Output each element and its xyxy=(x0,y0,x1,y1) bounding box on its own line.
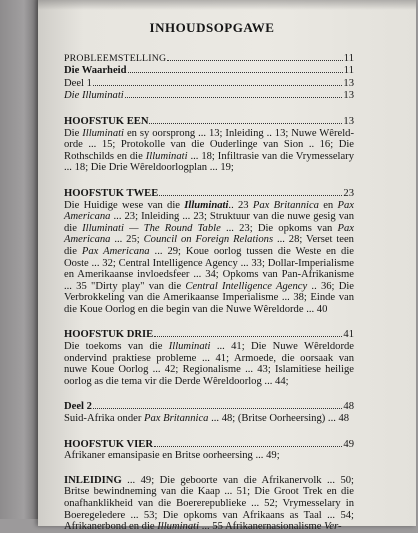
chapter-four-body xyxy=(64,450,354,462)
text-segment: Die toekoms van die xyxy=(64,341,169,353)
text-segment: Council on Foreign Relations xyxy=(143,234,274,246)
chapter-four-heading-row xyxy=(64,438,354,451)
text-segment: Die xyxy=(64,127,83,139)
chapter-one-body xyxy=(64,128,354,174)
text-segment: Illuminati — The Round Table xyxy=(82,222,221,234)
part-two-page: 48 xyxy=(343,401,354,413)
text-segment: ... 55 Afrikanernasionalisme xyxy=(199,521,325,533)
chapter-one-page: 13 xyxy=(343,115,354,127)
leader-dots xyxy=(125,89,343,98)
toc-entry xyxy=(64,89,354,102)
part-two-heading-row xyxy=(64,400,354,413)
toc-entry-label: Die Waarheid xyxy=(64,65,127,77)
text-segment: ... 23; Inleiding ... 23; Struktuur van die nuwe gesig van die xyxy=(64,211,354,234)
leader-dots xyxy=(154,438,342,447)
text-segment: en xyxy=(318,199,338,211)
chapter-three-body xyxy=(64,341,354,387)
page-shadow xyxy=(38,0,416,10)
text-segment: ... 25; xyxy=(110,234,144,246)
text-segment: .. 36; Die Verbrokkeling van die Amerikaanse Imperialisme ... 38; Einde van die Koue Oorlog en die begin van die Nuwe Wêreldorde ... 40 xyxy=(64,280,355,315)
front-matter xyxy=(64,52,354,102)
text-segment: en sy oorsprong ... 13; Inleiding .. 13; Nuwe Wêreld-orde ... 15; Protokolle van die Ouderlinge van Sion .. 16; Die Rothschilds en die xyxy=(64,127,354,162)
leader-dots xyxy=(128,64,343,73)
text-segment: Pax Americana xyxy=(81,245,150,257)
toc-entry-page: 11 xyxy=(343,52,354,64)
text-segment: Illuminati xyxy=(168,341,211,353)
leader-dots xyxy=(159,187,342,196)
introduction-body xyxy=(64,475,354,533)
text-segment: ... 48; (Britse Oorheersing) ... 48 xyxy=(208,413,350,425)
leader-dots xyxy=(154,328,342,337)
toc-entry-label: PROBLEEMSTELLING xyxy=(64,52,167,64)
toc-entry-page: 13 xyxy=(343,90,354,102)
chapter-two-page: 23 xyxy=(343,187,354,199)
text-segment: Ver- xyxy=(324,521,342,533)
background-left xyxy=(0,0,40,519)
text-segment: Afrikaner emansipasie en Britse oorheersing ... 49; xyxy=(64,450,280,462)
text-segment: Pax Britannica xyxy=(252,199,319,211)
text-segment: .. 23 xyxy=(228,199,253,211)
part-two-heading: Deel 2 xyxy=(64,401,92,413)
toc-content xyxy=(64,22,354,533)
text-segment: ... 23; Die opkoms van xyxy=(220,222,338,234)
text-segment: Pax Americana xyxy=(64,199,354,223)
chapter-two xyxy=(64,187,354,316)
leader-dots xyxy=(167,52,343,61)
text-segment: Illuminati xyxy=(82,127,125,139)
toc-entry xyxy=(64,77,354,90)
chapter-three xyxy=(64,328,354,387)
leader-dots xyxy=(149,115,342,124)
introduction xyxy=(64,475,354,533)
text-segment: Suid-Afrika onder xyxy=(64,413,145,425)
text-segment: ... 49; Die geboorte van die Afrikanervolk ... 50; Britse bewindneming van die Kaap ... 51; Die Groot Trek en die onafhanklikheid van die Boererepublieke ... 52; Vrymesselary in Boeregeledere ... 53; Die opkoms van Afrikaans as Taal ... 54; Afrikanerbond en die xyxy=(64,474,354,533)
text-segment: Central Intelligence Agency xyxy=(185,280,308,292)
text-segment: ... 18; Infiltrasie van die Vrymesselary ... 18; Die Drie Wêreldoorlogplan ... 19; xyxy=(64,150,354,174)
chapter-two-heading: HOOFSTUK TWEE xyxy=(64,187,159,199)
leader-dots xyxy=(93,77,342,86)
chapter-one xyxy=(64,115,354,174)
toc-entry-page: 13 xyxy=(343,77,354,89)
text-segment: ... 29; Koue oorlog tussen die Weste en die Ooste ... 32; Central Intelligence Agency ... 33; Dollar-Imperialisme en Amerikaanse invloedsfeer ... 34; Opkoms van Pan-Afrikanisme ... 35 "Dirty play" van die xyxy=(64,245,354,292)
chapter-four xyxy=(64,438,354,462)
text-segment: Illuminati xyxy=(145,150,188,162)
toc-entry-page: 11 xyxy=(343,65,354,77)
chapter-four-heading: HOOFSTUK VIER xyxy=(64,438,153,450)
text-segment: Pax Americana xyxy=(64,222,355,246)
toc-entry xyxy=(64,64,354,77)
toc-entry-label: Deel 1 xyxy=(64,77,92,89)
toc-entry-label: Die Illuminati xyxy=(64,90,124,102)
leader-dots xyxy=(93,400,342,409)
page-title: INHOUDSOPGAWE xyxy=(149,20,275,35)
text-segment: Illuminati xyxy=(157,521,200,533)
chapter-four-page: 49 xyxy=(343,438,354,450)
chapter-two-body xyxy=(64,200,354,316)
part-two-body xyxy=(64,413,354,425)
toc-entry xyxy=(64,52,354,65)
text-segment: ... 41; Die Nuwe Wêreldorde ondervind praktiese probleme ... 41; Armoede, die oorsaak van nuwe Koue Oorlog ... 42; Regionalisme ... 43; Islamitiese heilige oorlog as die tema vir die Derde Wêreldoorlog ... 44; xyxy=(64,341,354,387)
chapter-three-heading-row xyxy=(64,328,354,341)
chapter-three-heading: HOOFSTUK DRIE xyxy=(64,329,154,341)
chapter-one-heading-row xyxy=(64,115,354,128)
text-segment: Illuminati xyxy=(184,199,229,211)
chapter-one-heading: HOOFSTUK EEN xyxy=(64,115,149,127)
introduction-lead: INLEIDING xyxy=(64,474,122,486)
text-segment: Pax Britannica xyxy=(144,413,209,425)
text-segment: Die Huidige wese van die xyxy=(64,199,185,211)
part-two xyxy=(64,400,354,424)
chapter-two-heading-row xyxy=(64,187,354,200)
chapter-three-page: 41 xyxy=(343,329,354,341)
text-segment: ... 28; Verset teen die xyxy=(64,234,354,257)
